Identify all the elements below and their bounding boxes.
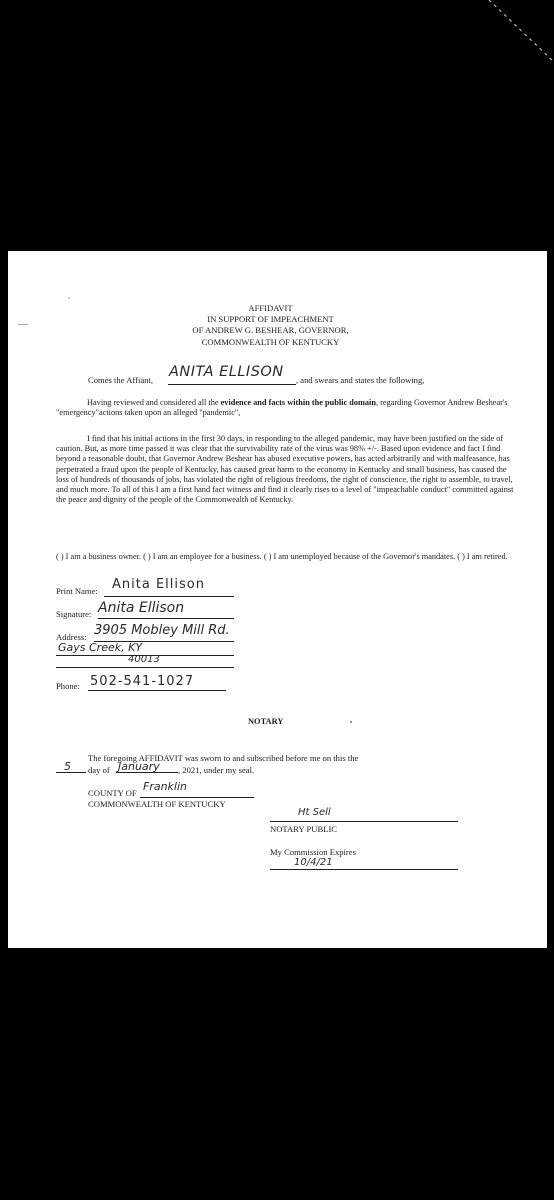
para1-end: , regarding Governor Andrew Beshear's "emergency"actions taken upon an alleged "pandemic",	[56, 398, 508, 418]
notary-year-text: , 2021, under my seal.	[178, 765, 255, 775]
notary-month-line	[116, 772, 178, 773]
signature-line	[98, 618, 234, 619]
affidavit-page	[8, 251, 547, 948]
title-line-1: AFFIDAVIT	[248, 303, 293, 313]
notary-day-line	[56, 772, 86, 773]
address-label: Address:	[56, 632, 87, 642]
signature-label: Signature:	[56, 609, 92, 619]
scan-mark	[350, 721, 352, 723]
signature-value: Anita Ellison	[98, 600, 185, 616]
county-label: COUNTY OF	[88, 788, 137, 798]
employment-options: ( ) I am a business owner. ( ) I am an employee for a business. ( ) I am unemployed because of the Governor's mandates. ( ) I am retired.	[56, 552, 508, 561]
affiant-name-handwritten: ANITA ELLISON	[169, 364, 284, 380]
notary-signature: Ht Sell	[298, 807, 331, 818]
commission-value: 10/4/21	[294, 857, 333, 868]
notary-public-line	[270, 821, 458, 822]
commission-label: My Commission Expires	[270, 847, 356, 857]
scan-mark	[68, 297, 70, 299]
county-line	[140, 797, 254, 798]
print-name-label: Print Name:	[56, 586, 98, 596]
corner-dashed-line	[484, 0, 554, 70]
address-line-3-rule	[56, 667, 234, 668]
address-line-1: 3905 Mobley Mill Rd.	[94, 623, 230, 638]
para1-start: Having reviewed and considered all the	[87, 398, 221, 407]
title-line-2: IN SUPPORT OF IMPEACHMENT	[207, 314, 334, 324]
phone-label: Phone:	[56, 681, 80, 691]
commission-line	[270, 869, 458, 870]
commonwealth-label: COMMONWEALTH OF KENTUCKY	[88, 799, 226, 809]
phone-value: 502-541-1027	[90, 674, 195, 689]
notary-day-of: day of	[88, 765, 110, 775]
affiant-intro: Comes the Affiant,	[88, 375, 154, 385]
scan-mark	[18, 324, 28, 325]
notary-heading: NOTARY	[248, 717, 284, 726]
phone-line	[88, 690, 226, 691]
para1-bold: evidence and facts within the public domain	[220, 398, 376, 407]
notary-month-value: January	[118, 760, 160, 773]
notary-sworn-text: The foregoing AFFIDAVIT was sworn to and subscribed before me on this the	[88, 753, 359, 763]
county-value: Franklin	[143, 780, 188, 793]
paragraph-reviewed	[56, 398, 516, 418]
notary-public-label: NOTARY PUBLIC	[270, 824, 338, 834]
notary-day-value: 5	[64, 760, 71, 773]
print-name-line	[104, 596, 234, 597]
affiant-underline	[168, 384, 296, 385]
title-line-4: COMMONWEALTH OF KENTUCKY	[201, 337, 340, 347]
affiant-outro: , and swears and states the following,	[296, 375, 425, 385]
paragraph-findings: I find that his initial actions in the first 30 days, in responding to the alleged pandemic, may have been justified on the side of caution. But, as more time passed it was clear that the survivability rate of the virus was 98% +/-. Based upon evidence and fact I find beyond a reasonable doubt, that Governor Andrew Beshear has abused executive powers, has acted arbitrarily and with malfeasance, has perpetrated a fraud upon the people of Kentucky, has caused great harm to the economy in Kentucky and small business, has caused the loss of hundreds of thousands of jobs, has violated the right of religious freedoms, the right of conscience, the right to assemble, to travel, and much more. To all of this I am a first hand fact witness and find it clearly rises to a level of "impeachable conduct" committed against the peace and dignity of the people of the Commonwealth of Kentucky.	[56, 434, 514, 505]
print-name-value: Anita Ellison	[112, 577, 205, 592]
address-line-2: Gays Creek, KY	[58, 641, 143, 654]
address-line-3: 40013	[128, 654, 160, 665]
title-line-3: OF ANDREW G. BESHEAR, GOVERNOR,	[192, 325, 349, 335]
